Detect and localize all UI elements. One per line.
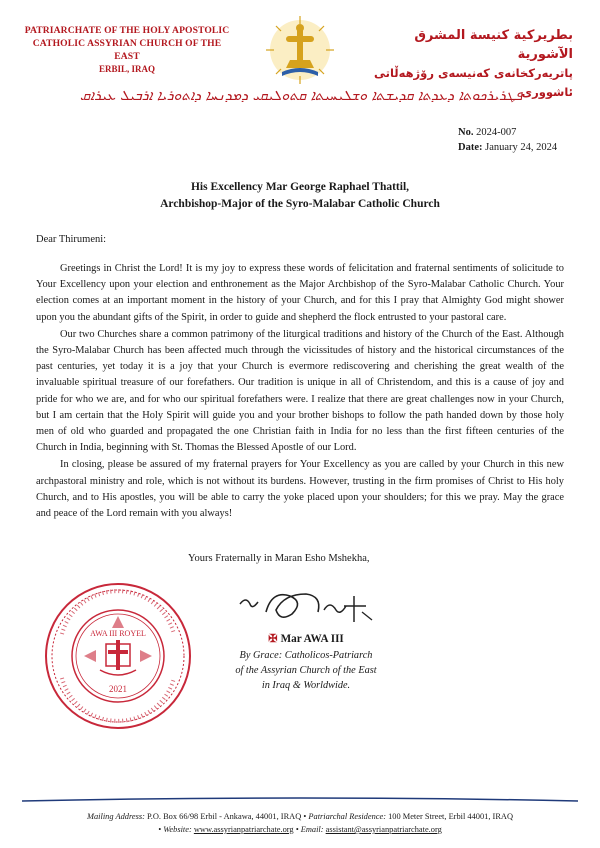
residence-label: Patriarchal Residence: [308, 812, 386, 821]
footer [22, 810, 578, 836]
body-paragraph: In closing, please be assured of my fraternal prayers for Your Excellency as you are called by your Church in this new archpastoral ministry and role, which is not without its burdens. However, trusting in the firm promises of Christ to His holy Church, and to His apostles, you will be able to carry the yoke placed upon your shoulders; for this we pray. May the grace and peace of the Lord remain with you always! [36, 459, 564, 520]
mailing-label: Mailing Address: [87, 812, 145, 821]
mailing-address: P.O. Box 66/98 Erbil - Ankawa, 44001, IRAQ • [147, 812, 307, 821]
seal-center-text: AWA III ROYEL [90, 629, 146, 638]
patriarchal-seal-icon [44, 582, 192, 730]
letterhead-line-3: ERBIL, IRAQ [98, 64, 155, 74]
letterhead-line-2: CATHOLIC ASSYRIAN CHURCH OF THE EAST [32, 38, 222, 62]
letter-body [36, 261, 564, 523]
letter-date: January 24, 2024 [485, 142, 558, 153]
letterhead-syriac: ܦܛܪܝܪܟܘܬܐ ܕܥܕܬܐ ܩܕܝܫܬܐ ܘܫܠܝܚܝܬܐ ܩܬܘܠܝܩܝ ܕܡܕܢܚܐ ܕܐܬܘܪܝܐ ܐܪܒܝܠ ܥܝܪܐܩ [79, 88, 523, 104]
footer-divider [22, 795, 578, 805]
seal-year: 2021 [109, 684, 127, 694]
email-label: • Email: [295, 825, 324, 834]
date-label: Date: [458, 142, 483, 153]
recipient-title: Archbishop-Major of the Syro-Malabar Catholic Church [160, 198, 440, 210]
email-link[interactable]: assistant@assyrianpatriarchate.org [325, 825, 442, 834]
body-paragraph: Greetings in Christ the Lord! It is my joy to express these words of felicitation and fraternal sentiments of solicitude to Your Excellency upon your election and enthronement as the Major Archbishop of the Syro-Malabar Catholic Church. Your election comes at an important moment in the history of your Church, and for this I pray that Almighty God might shower upon you the abundant gifts of the Spirit, in order to guide and shepherd the flock entrusted to your pastoral care. [36, 263, 564, 323]
letterhead-arabic: بطريركية كنيسة المشرق الآشورية [414, 28, 573, 62]
signatory-name: Mar AWA III [280, 633, 344, 645]
recipient-name: His Excellency Mar George Raphael Thattil, [190, 181, 410, 193]
cross-icon: ✠ [268, 633, 278, 645]
handwritten-signature-icon [232, 582, 382, 630]
patriarchate-emblem-icon [262, 10, 338, 86]
closing-line: Yours Fraternally in Maran Esho Mshekha, [188, 553, 370, 564]
residence-address: 100 Meter Street, Erbil 44001, IRAQ [388, 812, 513, 821]
signatory-title-2: of the Assyrian Church of the East [235, 665, 377, 676]
reference-number: 2024-007 [476, 127, 517, 138]
website-link[interactable]: www.assyrianpatriarchate.org [193, 825, 294, 834]
salutation: Dear Thirumeni: [36, 234, 107, 245]
letterhead-english [22, 24, 232, 76]
signatory-title-3: in Iraq & Worldwide. [261, 680, 351, 691]
reference-number-label: No. [458, 127, 474, 138]
reference-block [458, 125, 557, 155]
website-label: • Website: [158, 825, 192, 834]
letterhead-line-1: PATRIARCHATE OF THE HOLY APOSTOLIC [24, 25, 230, 36]
recipient-block [60, 179, 540, 213]
signatory-title-1: By Grace: Catholicos-Patriarch [239, 650, 373, 661]
letterhead-kurdish: پاتریەرکخانەی کەنیسەی رۆژهەڵاتی ئاشووری [374, 66, 573, 99]
signature-block [226, 632, 386, 693]
body-paragraph: Our two Churches share a common patrimony of the liturgical traditions and history of the Church of the East. Although the Syro-Malabar Church has been affected much through the vicissitudes of history and the historical circumstances of the past centuries, yet today it is a joy that your Church is evermore rediscovering and cherishing the great wealth of the invaluable spiritual treasure of our forefathers. Our tradition is unique in all of Christendom, and this is a cause of joy and pride for who we are, and for who our spiritual forefathers were. I realize that there are great challenges now in your Church, but I am certain that the Holy Spirit will guide you and your brother bishops to follow the path handed down by those holy men of old who guarded and propagated the one Christian faith in India for no less than the first fifteen centuries of the Church in India, beginning with St. Thomas the Blessed Apostle of our Lord. [36, 328, 564, 454]
